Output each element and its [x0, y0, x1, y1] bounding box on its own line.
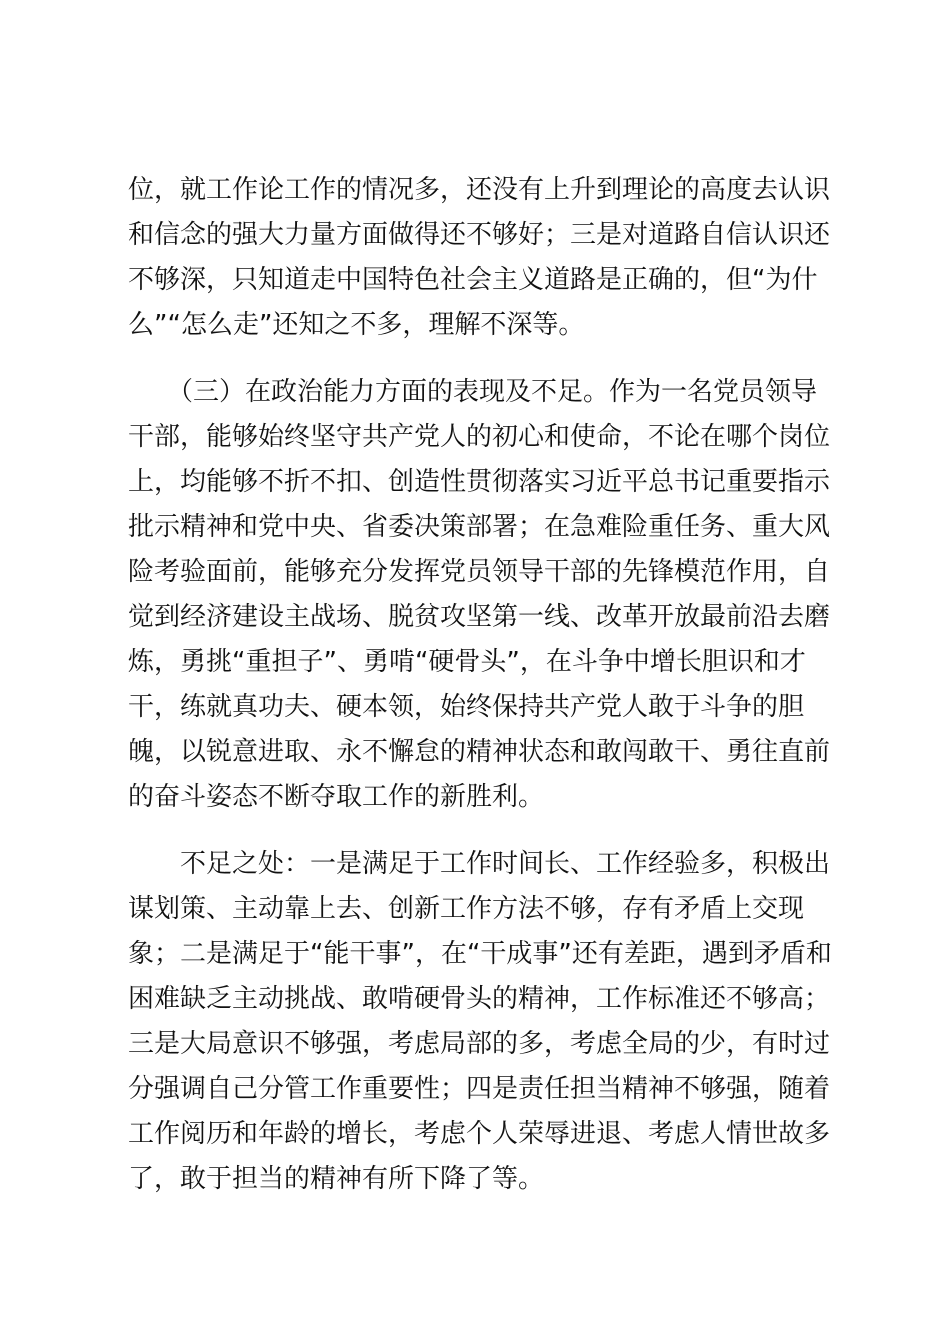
text-line: 的奋斗姿态不断夺取工作的新胜利。	[128, 782, 545, 812]
paragraph-spacer	[128, 820, 832, 842]
text-line: 批示精神和党中央、省委决策部署；在急难险重任务、重大风	[128, 512, 831, 542]
text-line: 象；二是满足于“能干事”，在“干成事”还有差距，遇到矛盾和	[128, 939, 832, 969]
paragraph	[128, 370, 832, 820]
paragraph	[128, 842, 832, 1202]
text-line: 炼，勇挑“重担子”、勇啃“硬骨头”，在斗争中增长胆识和才	[128, 647, 806, 677]
text-line: 不足之处：一是满足于工作时间长、工作经验多，积极出	[128, 849, 831, 879]
text-line: 谋划策、主动靠上去、创新工作方法不够，存有矛盾上交现	[128, 894, 805, 924]
text-line: 干部，能够始终坚守共产党人的初心和使命，不论在哪个岗位	[128, 422, 831, 452]
document-body	[128, 168, 832, 1202]
text-line: 了，敢于担当的精神有所下降了等。	[128, 1164, 545, 1194]
text-line: 不够深，只知道走中国特色社会主义道路是正确的，但“为什	[128, 265, 818, 295]
text-line: 和信念的强大力量方面做得还不够好；三是对道路自信认识还	[128, 220, 831, 250]
text-line: 位，就工作论工作的情况多，还没有上升到理论的高度去认识	[128, 175, 831, 205]
text-line: 困难缺乏主动挑战、敢啃硬骨头的精神，工作标准还不够高；	[128, 984, 831, 1014]
text-line: 分强调自己分管工作重要性；四是责任担当精神不够强，随着	[128, 1074, 831, 1104]
text-line: （三）在政治能力方面的表现及不足。作为一名党员领导	[128, 377, 818, 407]
text-line: 干，练就真功夫、硬本领，始终保持共产党人敢于斗争的胆	[128, 692, 805, 722]
text-line: 上，均能够不折不扣、创造性贯彻落实习近平总书记重要指示	[128, 467, 831, 497]
text-line: 么”“怎么走”还知之不多，理解不深等。	[128, 310, 585, 340]
text-line: 险考验面前，能够充分发挥党员领导干部的先锋模范作用，自	[128, 557, 831, 587]
text-line: 觉到经济建设主战场、脱贫攻坚第一线、改革开放最前沿去磨	[128, 602, 831, 632]
text-line: 三是大局意识不够强，考虑局部的多，考虑全局的少，有时过	[128, 1029, 831, 1059]
text-line: 魄，以锐意进取、永不懈怠的精神状态和敢闯敢干、勇往直前	[128, 737, 831, 767]
text-line: 工作阅历和年龄的增长，考虑个人荣辱进退、考虑人情世故多	[128, 1119, 831, 1149]
paragraph-spacer	[128, 348, 832, 370]
paragraph	[128, 168, 832, 348]
